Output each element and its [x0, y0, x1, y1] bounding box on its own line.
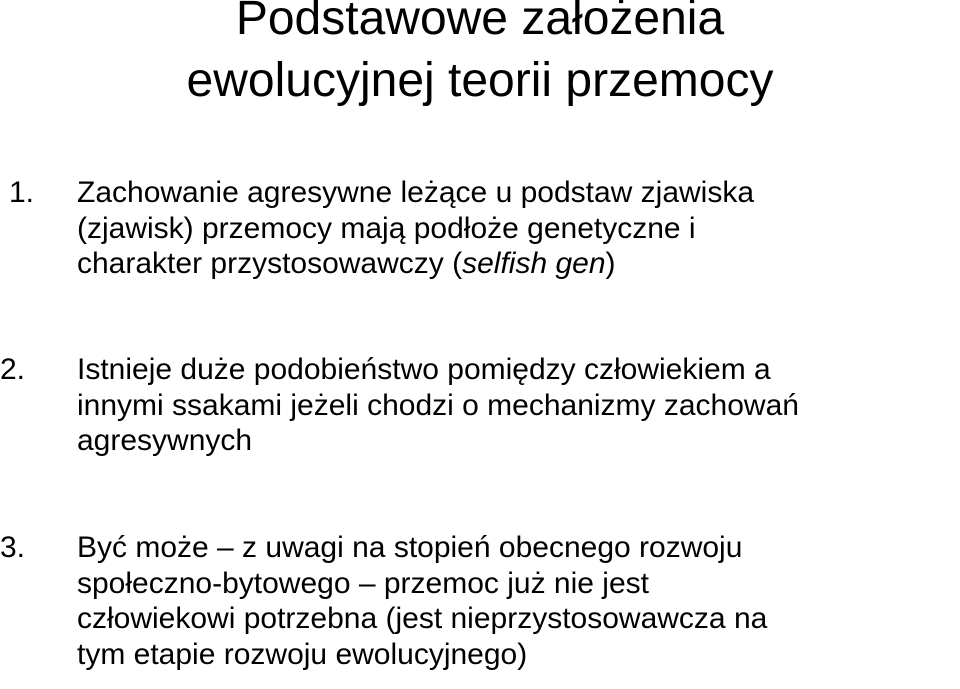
list-item-text — [77, 175, 957, 282]
list-item-number: 1. — [9, 176, 35, 209]
list-item-line: innymi ssakami jeżeli chodzi o mechanizmy zachowań — [77, 388, 799, 422]
line-suffix: ) — [605, 247, 616, 280]
list-item-number: 3. — [0, 531, 26, 564]
italic-term: selfish gen — [462, 247, 606, 280]
list-item-line: Istnieje duże podobieństwo pomiędzy człowiekiem a — [77, 353, 771, 386]
line-prefix: charakter przystosowawczy ( — [77, 247, 463, 280]
list-item-line: człowiekowi potrzebna (jest nieprzystosowawcza na — [77, 602, 768, 635]
list-item-text — [77, 352, 957, 459]
list-item-line: Być może – z uwagi na stopień obecnego rozwoju — [77, 531, 743, 564]
list-item-line: tym etapie rozwoju ewolucyjnego) — [77, 637, 528, 671]
list-item-line: agresywnych — [77, 424, 253, 457]
list-item-line: (zjawisk) przemocy mają podłoże genetyczne i — [77, 211, 696, 245]
list-item-number: 2. — [0, 353, 26, 386]
list-item-line: społeczno-bytowego – przemoc już nie jest — [77, 566, 649, 600]
title-line-2: ewolucyjnej teorii przemocy — [186, 54, 774, 107]
list-item-line-mixed — [77, 246, 957, 282]
title-line-1: Podstawowe założenia — [235, 0, 725, 45]
list-item-text — [77, 530, 957, 672]
slide-title — [0, 0, 960, 112]
list-item-line: Zachowanie agresywne leżące u podstaw zjawiska — [77, 176, 755, 209]
